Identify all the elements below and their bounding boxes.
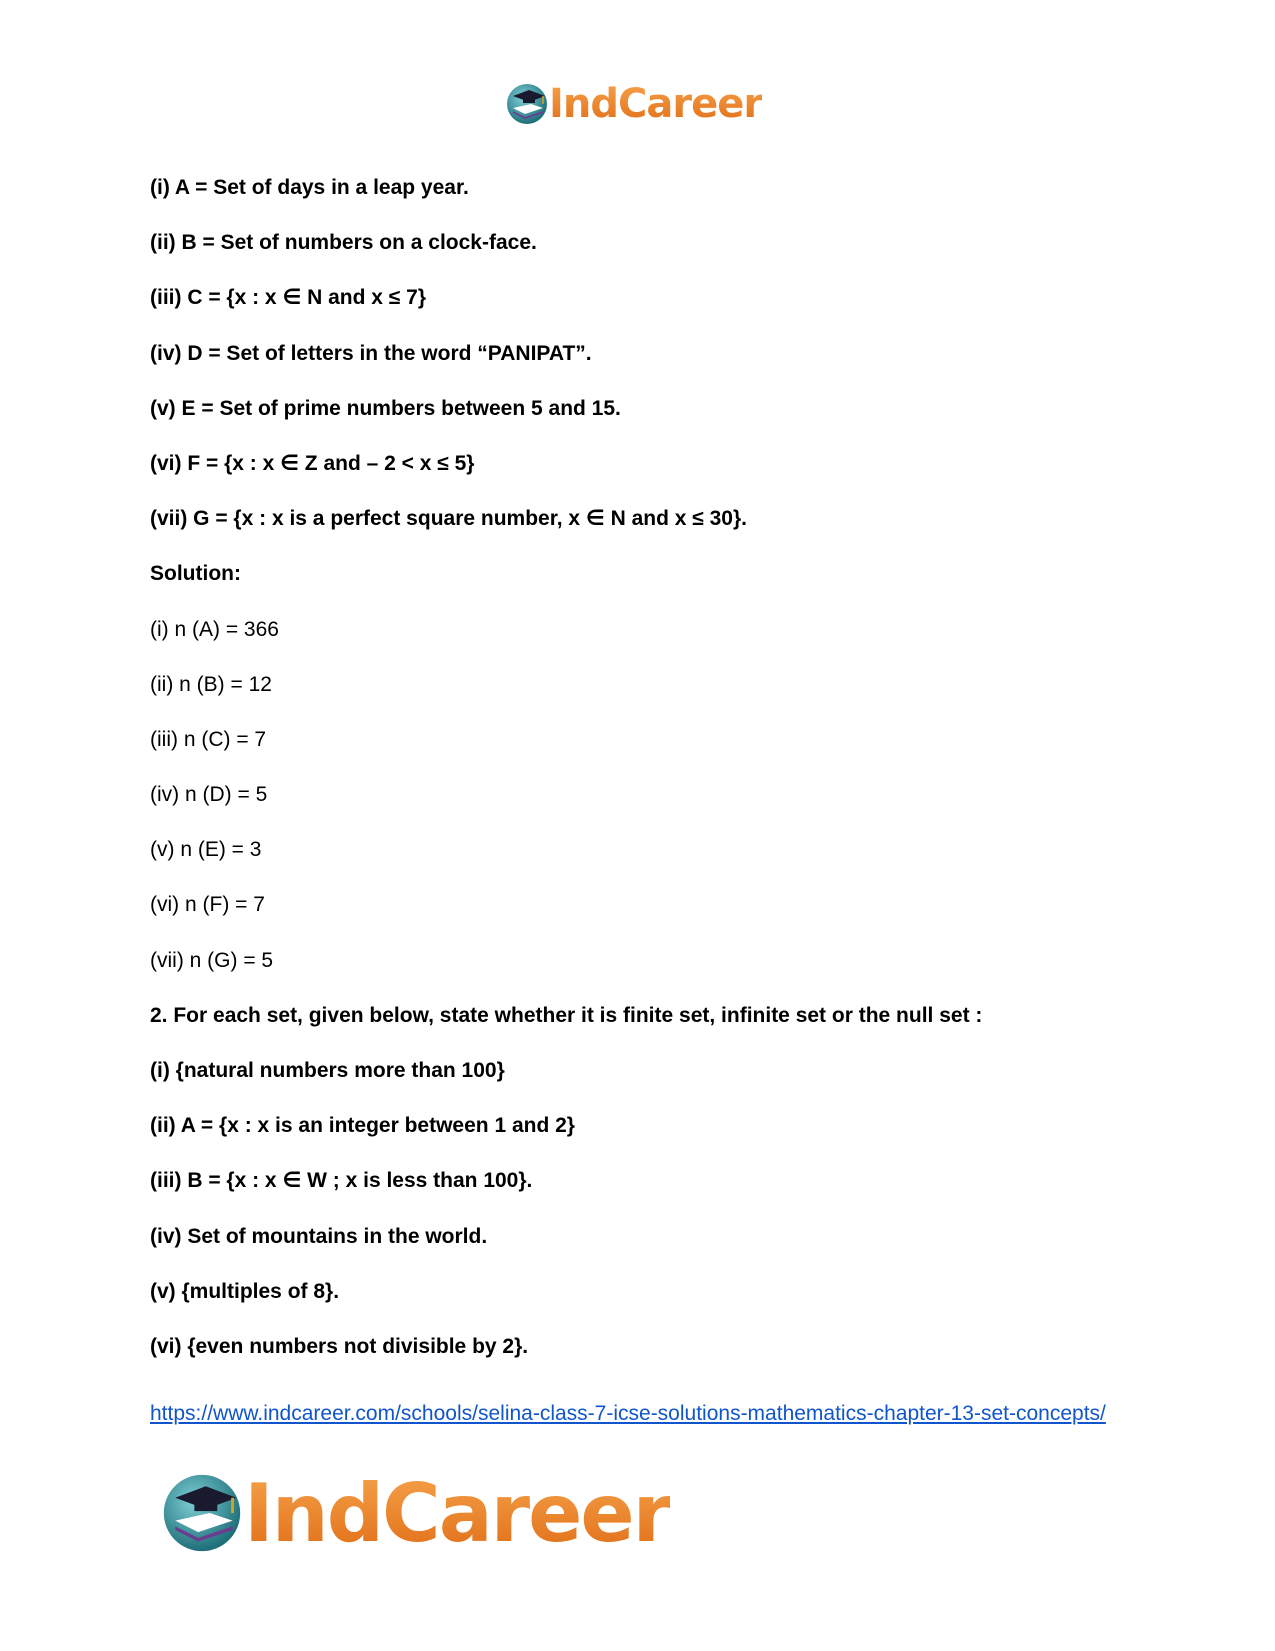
solution-item: (v) n (E) = 3: [150, 838, 262, 862]
question-item: (i) {natural numbers more than 100}: [150, 1059, 505, 1082]
question-item: (vi) {even numbers not divisible by 2}.: [150, 1334, 529, 1358]
question-item: (vi) F = {x : x ∈ Z and – 2 < x ≤ 5}: [150, 451, 475, 475]
logo-text: IndCareer: [244, 1466, 671, 1560]
source-url-link[interactable]: https://www.indcareer.com/schools/selina-class-7-icse-solutions-mathematics-chapter-13-set-concepts/: [150, 1402, 1106, 1425]
question-item: (i) A = Set of days in a leap year.: [150, 176, 469, 199]
solution-item: (ii) n (B) = 12: [150, 672, 272, 696]
solution-heading: Solution:: [150, 562, 241, 586]
logo-text: IndCareer: [549, 81, 763, 127]
question-item: (v) {multiples of 8}.: [150, 1279, 340, 1303]
solution-item: (iv) n (D) = 5: [150, 783, 268, 807]
document-body: [150, 174, 1130, 1388]
header-logo: [505, 80, 762, 128]
solution-item: (vi) n (F) = 7: [150, 893, 265, 917]
solution-item: (vii) n (G) = 5: [150, 948, 274, 972]
question-item: (v) E = Set of prime numbers between 5 and 15.: [150, 396, 621, 420]
question-item: (iv) Set of mountains in the world.: [150, 1224, 488, 1248]
graduation-book-icon: [505, 82, 549, 126]
question-item: (iv) D = Set of letters in the word “PANIPAT”.: [150, 341, 592, 365]
question-2-heading: 2. For each set, given below, state whether it is finite set, infinite set or the null set :: [150, 1003, 983, 1027]
question-item: (iii) C = {x : x ∈ N and x ≤ 7}: [150, 286, 427, 310]
question-item: (vii) G = {x : x is a perfect square number, x ∈ N and x ≤ 30}.: [150, 507, 747, 531]
question-item: (ii) A = {x : x is an integer between 1 and 2}: [150, 1114, 575, 1138]
question-item: (ii) B = Set of numbers on a clock-face.: [150, 231, 537, 255]
graduation-book-icon: [160, 1471, 244, 1555]
footer-logo: [160, 1468, 670, 1558]
question-item: (iii) B = {x : x ∈ W ; x is less than 100}.: [150, 1169, 533, 1193]
solution-item: (iii) n (C) = 7: [150, 727, 267, 751]
solution-item: (i) n (A) = 366: [150, 617, 279, 641]
